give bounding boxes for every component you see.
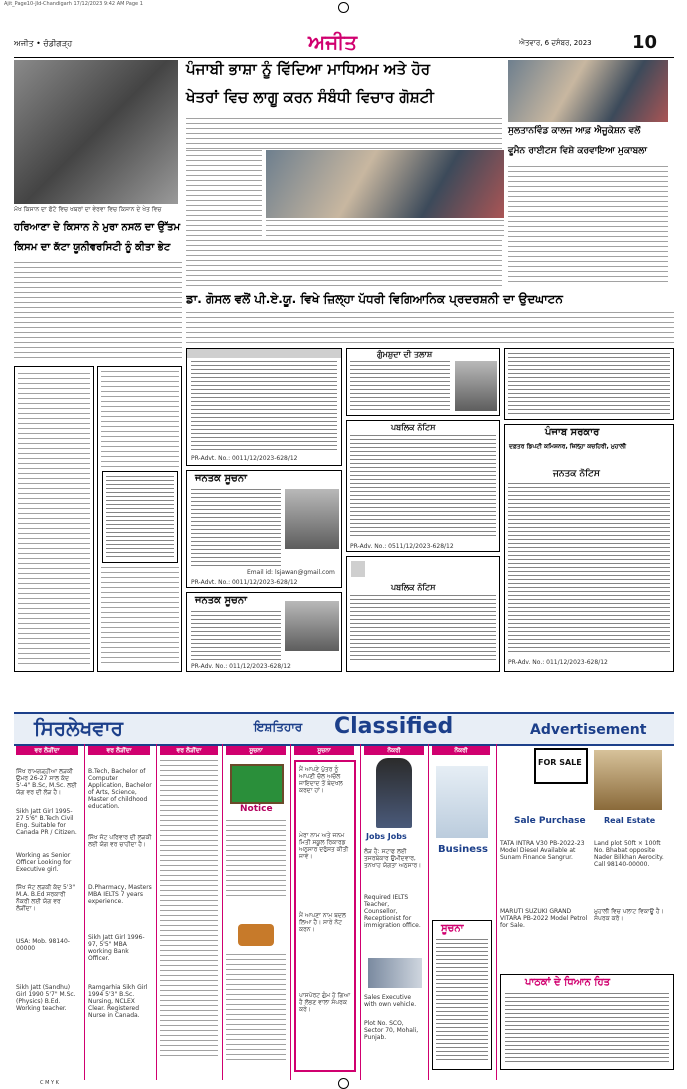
reader-attention-box <box>500 974 674 1070</box>
classified-ad: Sales Executive with own vehicle. <box>364 994 417 1008</box>
category-header: ਨੌਕਰੀ <box>432 746 490 755</box>
second-story-body <box>186 312 674 346</box>
missing-person-photo <box>455 361 497 411</box>
classified-ad: Sikh Jatt Girl 1995-27 5'6" B.Tech Civil Eng. Suitable for Canada PR / Citizen. <box>16 808 77 836</box>
footer-strip: C M Y K <box>40 1080 59 1086</box>
classified-ad: Plot No. SCO, Sector 70, Mohali, Punjab. <box>364 1020 419 1041</box>
right-story-headline-2: ਵੂਮੈਨ ਰਾਈਟਸ ਵਿਸ਼ੇ ਕਰਵਾਇਆ ਮੁਕਾਬਲਾ <box>508 146 647 156</box>
left-story-headline: ਹਰਿਆਣਾ ਦੇ ਕਿਸਾਨ ਨੇ ਮੁਰਾ ਨਸਲ ਦਾ ਉੱਤਮ <box>14 222 181 233</box>
classified-ad: TATA INTRA V30 PB-2022-23 Model Diesel Available at Sunam Finance Sangrur. <box>500 840 585 861</box>
email-line: Email id: lsjawan@gmail.com <box>247 569 335 576</box>
lead-headline-2: ਖੇਤਰਾਂ ਵਿਚ ਲਾਗੂ ਕਰਨ ਸੰਬੰਧੀ ਵਿਚਾਰ ਗੋਸ਼ਟੀ <box>186 88 434 106</box>
notice-1-pr: PR-Advt. No.: 0011/12/2023-628/12 <box>191 455 298 462</box>
public-notice-title: ਪਬਲਿਕ ਨੋਟਿਸ <box>391 423 436 432</box>
lead-story-body-3 <box>186 240 502 286</box>
category-header: ਵਰ ਲੋੜੀਂਦਾ <box>88 746 150 755</box>
missing-person-box <box>346 348 500 416</box>
classified-area <box>14 744 674 1080</box>
classified-ad: Ramgarhia Sikh Girl 1994 5'3" B.Sc. Nursing, NCLEX Clear. Registered Nurse in Canada. <box>88 984 148 1019</box>
right-story-headline-1: ਸੁਲਤਾਨਵਿੰਡ ਕਾਲਜ ਆਫ਼ ਐਜੂਕੇਸ਼ਨ ਵਲੋਂ <box>508 126 641 136</box>
classified-ad: ਮੇਰਾ ਨਾਮ ਅਤੇ ਜਨਮ ਮਿਤੀ ਸਕੂਲ ਰਿਕਾਰਡ ਅਨੁਸਾਰ ਦਰੁੱਸਤ ਕੀਤੀ ਜਾਵੇ। <box>299 832 349 860</box>
jobs-label: Jobs Jobs <box>366 832 407 841</box>
notice-photo-1 <box>285 489 339 549</box>
notice-2-pr: PR-Advt. No.: 0011/12/2023-628/12 <box>191 579 298 586</box>
lead-photo-caption <box>266 220 504 236</box>
classified-ad: ਮੈਂ ਆਪਣਾ ਨਾਮ ਬਦਲ ਲਿਆ ਹੈ। ਸਾਰੇ ਨੋਟ ਕਰਨ। <box>299 912 346 933</box>
header-rule <box>14 57 674 58</box>
category-header: ਵਰ ਲੋੜੀਂਦਾ <box>160 746 218 755</box>
registration-mark-icon <box>338 1078 349 1089</box>
lead-story-body-1 <box>186 118 502 150</box>
notice-board-icon <box>230 764 284 804</box>
farmer-photo-caption: ਮੱਖ ਕਿਸਾਨ ਦਾ ਫੋਟੋ ਵਿਚ ਖਬਰਾਂ ਦਾ ਵੇਰਵਾ ਵਿਚ ਕਿਸਾਨ ਦੇ ਖੇਤ ਵਿਚ <box>14 206 162 213</box>
lead-headline-1: ਪੰਜਾਬੀ ਭਾਸ਼ਾ ਨੂੰ ਵਿੱਦਿਆ ਮਾਧਿਅਮ ਅਤੇ ਹੋਰ <box>186 60 431 78</box>
public-notice-box-2 <box>346 556 500 672</box>
category-header: ਸੂਚਨਾ <box>226 746 286 755</box>
classified-ad: ਮੁਹਾਲੀ ਵਿਚ ਪਲਾਟ ਵਿਕਾਊ ਹੈ। ਸੰਪਰਕ ਕਰੋ। <box>594 908 664 922</box>
section-label: ਅਜੀਤ • ਚੰਡੀਗੜ੍ਹ <box>14 39 73 48</box>
classified-ad: Working as Senior Officer Looking for Executive girl. <box>16 852 72 873</box>
left-story-subhead: ਕਿਸਮ ਦਾ ਕੱਟਾ ਯੂਨੀਵਰਸਿਟੀ ਨੂੰ ਕੀਤਾ ਭੇਟ <box>14 242 171 253</box>
date: ਐਤਵਾਰ, 6 ਦਸੰਬਰ, 2023 <box>519 39 592 47</box>
left-story-body <box>14 262 182 362</box>
business-label: Business <box>438 844 488 855</box>
category-header: ਵਰ ਲੋੜੀਂਦਾ <box>16 746 78 755</box>
notice-ads-box <box>294 760 356 1072</box>
classified-ad: Sikh Jatt (Sandhu) Girl 1990 5'7" M.Sc. (Physics) B.Ed. Working teacher. <box>16 984 76 1012</box>
classified-ad: D.Pharmacy, Masters MBA IELTS 7 years experience. <box>88 884 152 905</box>
govt-notice-box <box>504 348 674 420</box>
left-notice-column <box>14 366 94 672</box>
classified-subtitle-punjabi: ਇਸ਼ਤਿਹਾਰ <box>254 720 303 734</box>
classified-ad: USA: Mob. 98140-00000 <box>16 938 70 952</box>
classified-title-en: Classified <box>334 714 454 739</box>
classified-ad: Required IELTS Teacher, Counsellor, Receptionist for immigration office. <box>364 894 421 929</box>
print-strip: Ajit_Page10-Jld-Chandigarh 17/12/2023 9:42 AM Page 1 <box>4 1 143 7</box>
classified-ad: ਪਾਸਪੋਰਟ ਗੁੰਮ ਹੋ ਗਿਆ ਹੈ ਲੱਭਣ ਵਾਲਾ ਸੰਪਰਕ ਕਰੇ। <box>299 992 351 1013</box>
notice-4-pr: PR-Adv. No.: 0511/12/2023-628/12 <box>350 543 454 550</box>
real-estate-label: Real Estate <box>604 816 656 825</box>
classified-ad: ਮੈਂ ਆਪਣੇ ਪੁੱਤਰ ਨੂੰ ਆਪਣੀ ਚੱਲ ਅਚੱਲ ਜਾਇਦਾਦ ਤੋਂ ਬੇਦਖਲ ਕਰਦਾ ਹਾਂ। <box>299 766 343 794</box>
meeting-icon <box>368 958 422 988</box>
gavel-icon <box>238 924 274 946</box>
classified-ad: ਲੋੜ ਹੈ: ਸਟਾਫ ਲਈ ਤਜਰਬੇਕਾਰ ਉਮੀਦਵਾਰ, ਤਨਖਾਹ ਯੋਗਤਾ ਅਨੁਸਾਰ। <box>364 848 422 869</box>
public-notice-box <box>346 420 500 552</box>
for-sale-text: FOR SALE <box>538 758 582 767</box>
left-notice-column-2 <box>97 366 182 672</box>
jantak-suchna-2-title: ਜਨਤਕ ਸੂਚਨਾ <box>195 595 247 606</box>
classified-banner <box>14 712 674 746</box>
jantak-notice-title: ਜਨਤਕ ਨੋਟਿਸ <box>553 469 600 479</box>
reader-attention-heading: ਪਾਠਕਾਂ ਦੇ ਧਿਆਨ ਹਿਤ <box>525 977 611 988</box>
classified-ad: MARUTI SUZUKI GRAND VITARA PB-2022 Model Petrol for Sale. <box>500 908 588 929</box>
pb-govt-logo-icon <box>351 561 365 577</box>
chart-icon <box>436 766 488 838</box>
notice-3-pr: PR-Adv. No.: 011/12/2023-628/12 <box>191 663 291 670</box>
category-header: ਸੂਚਨਾ <box>294 746 354 755</box>
notice-box-1 <box>186 348 342 466</box>
masthead: ਅਜੀਤ <box>308 30 358 54</box>
classified-title-punjabi: ਸਿਰਲੇਖਵਾਰ <box>34 716 123 740</box>
public-notice-2-title: ਪਬਲਿਕ ਨੋਟਿਸ <box>391 583 436 592</box>
page-number: 10 <box>632 32 658 53</box>
punjab-sarkar-title: ਪੰਜਾਬ ਸਰਕਾਰ <box>545 427 600 438</box>
classified-title-en2: Advertisement <box>530 722 647 738</box>
classified-ad: ਸਿੱਖ ਜੱਟ ਲੜਕੀ ਕੱਦ 5'3" M.A. B.Ed ਸਰਕਾਰੀ ਨੌਕਰੀ ਲਈ ਯੋਗ ਵਰ ਲੋੜੀਂਦਾ। <box>16 884 76 912</box>
classified-ad: ਸਿੱਖ ਰਾਮਗੜ੍ਹੀਆ ਲੜਕੀ ਉਮਰ 26-27 ਸਾਲ ਕੱਦ 5'-4" B.Sc, M.Sc. ਲਈ ਯੋਗ ਵਰ ਦੀ ਲੋੜ ਹੈ। <box>16 768 77 796</box>
for-sale-sign-icon <box>534 748 588 784</box>
suchna-box <box>432 920 492 1070</box>
sale-purchase-label: Sale Purchase <box>514 816 586 826</box>
category-header: ਨੌਕਰੀ <box>364 746 424 755</box>
classified-ad: Sikh Jatt Girl 1996-97, 5'5" MBA working Bank Officer. <box>88 934 145 962</box>
registration-mark-icon <box>338 2 349 13</box>
businessman-icon <box>376 758 412 828</box>
jantak-suchna-box-1 <box>186 470 342 588</box>
classified-ad: ਸਿੱਖ ਜੱਟ ਪਰਿਵਾਰ ਦੀ ਲੜਕੀ ਲਈ ਯੋਗ ਵਰ ਚਾਹੀਦਾ ਹੈ। <box>88 834 152 848</box>
notice-5-pr: PR-Adv. No.: 011/12/2023-628/12 <box>508 659 608 666</box>
jantak-suchna-1-title: ਜਨਤਕ ਸੂਚਨਾ <box>195 473 247 484</box>
punjab-sarkar-sub: ਦਫ਼ਤਰ ਡਿਪਟੀ ਕਮਿਸ਼ਨਰ, ਜ਼ਿਲ੍ਹਾ ਕਚਹਿਰੀ, ਮੁਹਾਲੀ <box>509 443 627 450</box>
missing-person-title: ਗੁੰਮਸ਼ੁਦਾ ਦੀ ਤਲਾਸ਼ <box>377 350 433 359</box>
college-event-photo <box>508 60 668 122</box>
second-headline: ਡਾ. ਗੋਸਲ ਵਲੋਂ ਪੀ.ਏ.ਯੂ. ਵਿਖੇ ਜ਼ਿਲ੍ਹਾ ਪੱਧਰੀ ਵਿਗਿਆਨਿਕ ਪ੍ਰਦਰਸ਼ਨੀ ਦਾ ਉਦਘਾਟਨ <box>186 292 563 306</box>
lead-group-photo <box>266 150 504 218</box>
page-header <box>14 30 674 56</box>
suchna-heading: ਸੂਚਨਾ <box>441 923 464 934</box>
lead-story-body-2 <box>186 150 262 236</box>
jantak-suchna-box-2 <box>186 592 342 672</box>
right-story-body <box>508 166 668 286</box>
farmer-photo <box>14 60 178 204</box>
notice-photo-2 <box>285 601 339 651</box>
classified-ad: Land plot 50ft × 100ft No. Bhabat opposite Nader Bilkhan Aerocity. Call 98140-00000. <box>594 840 664 868</box>
notice-label: Notice <box>240 804 273 814</box>
classified-ad: B.Tech, Bachelor of Computer Application, Bachelor of Arts, Science, Master of childhood education. <box>88 768 152 810</box>
punjab-sarkar-box <box>504 424 674 672</box>
house-icon <box>594 750 662 810</box>
